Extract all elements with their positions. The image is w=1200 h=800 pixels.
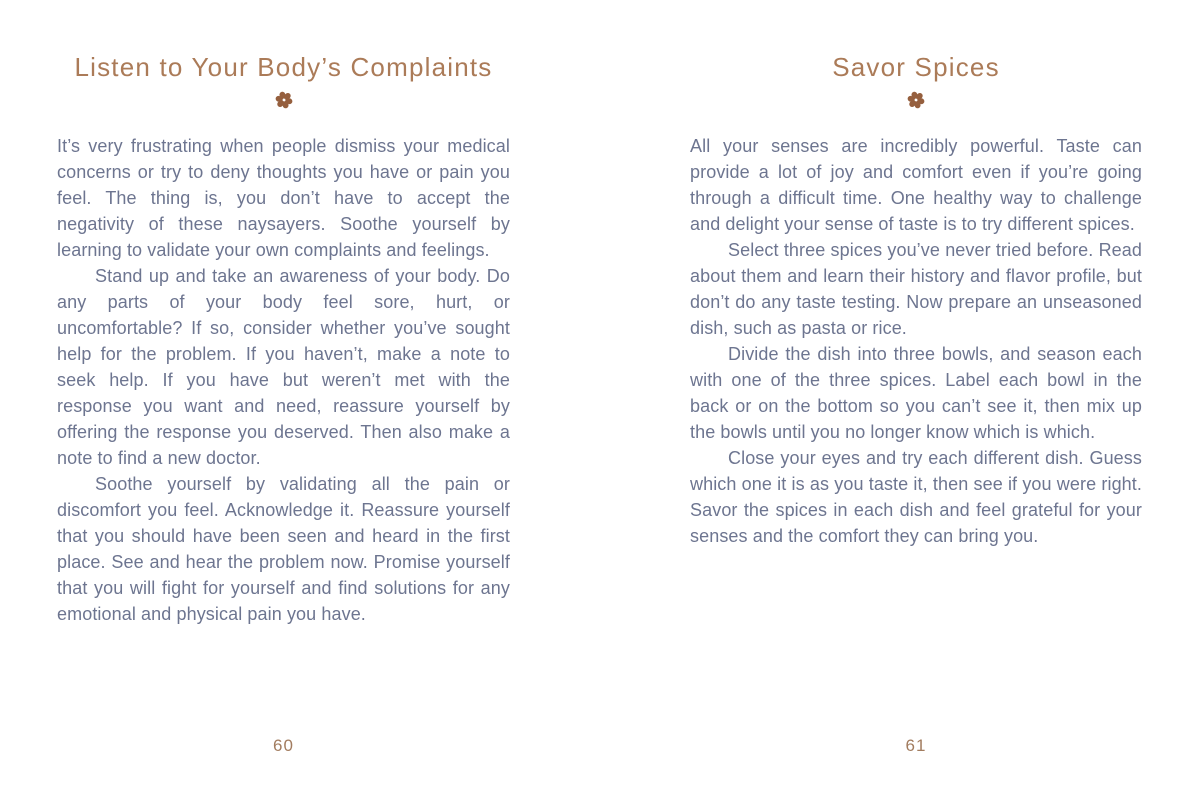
paragraph: All your senses are incredibly powerful. Taste can provide a lot of joy and comfort even if you’re going through a difficult time. One healthy way to challenge and delight your sense of taste is to try different spices.	[690, 136, 1142, 234]
flower-ornament-icon	[57, 91, 510, 111]
body-text-left	[57, 133, 510, 627]
page-number-right: 61	[905, 736, 927, 755]
chapter-title-left: Listen to Your Body’s Complaints	[74, 52, 493, 82]
page-right	[600, 0, 1200, 800]
paragraph: Close your eyes and try each different dish. Guess which one it is as you taste it, then see if you were right. Savor the spices in each dish and feel grateful for your senses and the comfort they can bring you.	[690, 448, 1142, 546]
paragraph: Soothe yourself by validating all the pain or discomfort you feel. Acknowledge it. Reassure yourself that you should have been seen and heard in the first place. See and hear the problem now. Promise yourself that you will fight for yourself and find solutions for any emotional and physical pain you have.	[57, 474, 510, 624]
chapter-title-right: Savor Spices	[832, 52, 1000, 82]
flower-ornament-icon	[690, 91, 1142, 111]
paragraph: Stand up and take an awareness of your body. Do any parts of your body feel sore, hurt, or uncomfortable? If so, consider whether you’ve sought help for the problem. If you haven’t, make a note to seek help. If you have but weren’t met with the response you want and need, reassure yourself by offering the response you deserved. Then also make a note to find a new doctor.	[57, 266, 510, 468]
paragraph: It’s very frustrating when people dismiss your medical concerns or try to deny thoughts you have or pain you feel. The thing is, you don’t have to accept the negativity of these naysayers. Soothe yourself by learning to validate your own complaints and feelings.	[57, 136, 510, 260]
paragraph: Select three spices you’ve never tried before. Read about them and learn their history and flavor profile, but don’t do any taste testing. Now prepare an unseasoned dish, such as pasta or rice.	[690, 240, 1142, 338]
body-text-right	[690, 133, 1142, 549]
page-number-left: 60	[273, 736, 294, 755]
paragraph: Divide the dish into three bowls, and season each with one of the three spices. Label each bowl in the back or on the bottom so you can’t see it, then mix up the bowls until you no longer know which is which.	[690, 344, 1142, 442]
